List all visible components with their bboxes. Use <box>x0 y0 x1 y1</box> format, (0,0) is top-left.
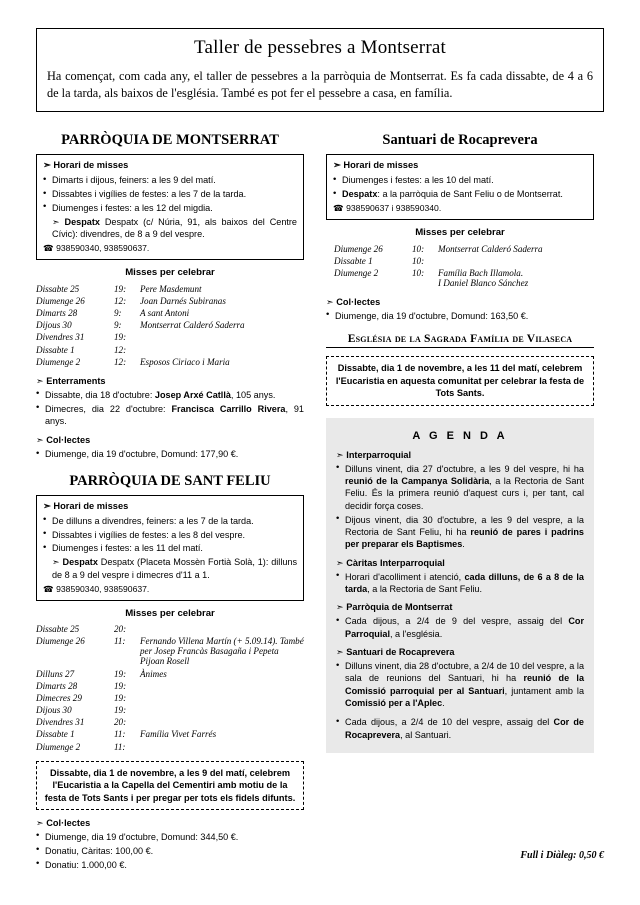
table-row <box>36 307 304 319</box>
list-item: • Diumenge, dia 19 d'octubre, Domund: 344,50 €. <box>36 831 304 843</box>
mass-hour: 19: <box>114 283 127 294</box>
montserrat-burials-list <box>36 389 304 428</box>
montserrat-masses-title: Misses per celebrar <box>125 267 215 279</box>
mass-hour: 20: <box>114 717 127 728</box>
mass-desc: Montserrat Calderó Saderra <box>438 243 543 254</box>
table-row <box>334 267 602 289</box>
list-item: • Dimecres, dia 22 d'octubre: Francisca Carrillo Rivera, 91 anys. <box>36 403 304 428</box>
table-row <box>36 667 304 679</box>
list-item: • Diumenges i festes: a les 12 del migdia. <box>43 202 297 214</box>
rocaprevera-phone: ☎ 938590637 i 938590340. <box>333 203 442 214</box>
arrow-icon: ➣ <box>52 216 60 227</box>
montserrat-title: PARRÒQUIA DE MONTSERRAT <box>61 132 279 149</box>
list-item: • Dilluns vinent, dia 27 d'octubre, a les 9 del vespre, hi ha reunió de la Campanya Solidària, a la Rectoria de Sant Feliu. És la primera reunió d'aquest curs i, per tant, cal decidir força coses. <box>336 463 584 512</box>
table-row <box>334 242 602 254</box>
arrow-icon: ➣ <box>43 160 51 171</box>
mass-desc: Fernando Villena Martín (+ 5.09.14). També per Josep Francàs Basagaña i Pepeta Pijoan Rosell <box>140 636 304 667</box>
mass-day: Dissabte 1 <box>334 255 373 266</box>
mass-day: Diumenge 26 <box>36 295 85 306</box>
list-item: • Cada dijous, a 2/4 de 10 del vespre, assaig del Cor de Rocaprevera, al Santuari. <box>336 716 584 741</box>
table-row <box>36 623 304 635</box>
montserrat-schedule-lead: ➣ Horari de misses <box>43 160 129 171</box>
montserrat-phone: ☎ 938590340, 938590637. <box>43 243 150 254</box>
list-item: • Dimarts i dijous, feiners: a les 9 del matí. <box>43 174 297 186</box>
rocaprevera-masses-title: Misses per celebrar <box>415 227 505 239</box>
arrow-icon: ➣ <box>333 160 341 171</box>
santfeliu-collects-list <box>36 831 304 871</box>
table-row <box>36 356 304 368</box>
rocaprevera-schedule-list <box>333 174 587 200</box>
left-column <box>36 130 304 872</box>
mass-day: Dijous 30 <box>36 705 72 716</box>
mass-day: Dimecres 29 <box>36 692 82 703</box>
mass-day: Diumenge 26 <box>334 243 383 254</box>
mass-hour: 12: <box>114 344 127 355</box>
montserrat-schedule-box <box>36 154 304 260</box>
mass-day: Dissabte 1 <box>36 344 75 355</box>
mass-day: Dimarts 28 <box>36 680 78 691</box>
agenda-group-heading: ➣ Santuari de Rocaprevera <box>336 647 455 658</box>
mass-desc: Joan Darnés Subiranas <box>140 295 226 306</box>
table-row <box>36 635 304 667</box>
mass-desc <box>438 255 602 267</box>
mass-desc: Família Bach Illamola. I Daniel Blanco Sánchez <box>438 267 529 288</box>
list-item-despatx: • Despatx: a la parròquia de Sant Feliu o de Montserrat. <box>333 188 587 200</box>
santfeliu-collects-heading: ➣ Col·lectes <box>36 817 91 828</box>
mass-desc <box>140 623 304 635</box>
arrow-icon: ➣ <box>336 449 344 460</box>
telephone-icon: ☎ <box>333 203 344 214</box>
montserrat-masses-table <box>36 282 304 367</box>
vilaseca-title: Església de la Sagrada Família de Vilaseca <box>326 332 594 348</box>
list-item: • Horari d'acolliment i atenció, cada dilluns, de 6 a 8 de la tarda, a la Rectoria de Sant Feliu. <box>336 571 584 596</box>
mass-day: Diumenge 26 <box>36 636 85 647</box>
mass-hour: 12: <box>114 295 127 306</box>
table-row <box>36 692 304 704</box>
mass-day: Divendres 31 <box>36 332 85 343</box>
mass-desc <box>140 716 304 728</box>
mass-desc <box>140 680 304 692</box>
arrow-icon: ➣ <box>36 817 44 828</box>
header-paragraph: Ha començat, com cada any, el taller de pessebres a la parròquia de Montserrat. Es fa cada dissabte, de 4 a 6 de la tarda, als baixos de l'església. També es pot fer el pessebre a casa, en família. <box>47 69 593 100</box>
arrow-icon: ➣ <box>36 375 44 386</box>
mass-day: Dilluns 27 <box>36 668 75 679</box>
arrow-icon: ➣ <box>52 557 60 568</box>
arrow-icon: ➣ <box>336 647 344 658</box>
list-item: • Cada dijous, a 2/4 de 9 del vespre, assaig del Cor Parroquial, a l'església. <box>336 615 584 640</box>
table-row <box>36 716 304 728</box>
agenda-title: A G E N D A <box>412 429 508 442</box>
list-item: • Diumenges i festes: a les 10 del matí. <box>333 174 587 186</box>
mass-hour: 9: <box>114 320 122 331</box>
list-item-despatx: ➣ Despatx Despatx (Placeta Mossèn Fortià Solà, 1): dilluns de 8 a 9 del vespre i dimecres d'11 a 1. <box>52 557 298 580</box>
list-item: • Donatiu: 1.000,00 €. <box>36 859 304 871</box>
mass-hour: 19: <box>114 668 127 679</box>
rocaprevera-title: Santuari de Rocaprevera <box>382 132 538 149</box>
list-item: • Diumenge, dia 19 d'octubre, Domund: 163,50 €. <box>326 310 594 322</box>
rocaprevera-schedule-box <box>326 154 594 220</box>
mass-hour: 19: <box>114 692 127 703</box>
mass-day: Diumenge 2 <box>36 741 81 752</box>
santfeliu-title: PARRÒQUIA DE SANT FELIU <box>69 472 271 489</box>
mass-desc: Montserrat Calderó Saderra <box>140 320 245 331</box>
mass-day: Dissabte 1 <box>36 729 75 740</box>
list-item: • Dissabte, dia 18 d'octubre: Josep Arxé Catllà, 105 anys. <box>36 389 304 401</box>
mass-desc: A sant Antoni <box>140 307 190 318</box>
arrow-icon: ➣ <box>43 500 51 511</box>
list-item: • Diumenge, dia 19 d'octubre, Domund: 177,90 €. <box>36 448 304 460</box>
page-title: Taller de pessebres a Montserrat <box>194 37 446 58</box>
agenda-group-list <box>336 615 584 640</box>
mass-day: Dimarts 28 <box>36 307 78 318</box>
table-row <box>36 680 304 692</box>
mass-desc <box>140 741 304 753</box>
montserrat-schedule-list <box>43 174 297 240</box>
santfeliu-masses-title: Misses per celebrar <box>125 608 215 620</box>
telephone-icon: ☎ <box>43 584 54 595</box>
table-row <box>36 331 304 343</box>
table-row <box>36 741 304 753</box>
montserrat-burials-heading: ➣ Enterraments <box>36 375 106 386</box>
santfeliu-masses-table <box>36 623 304 753</box>
arrow-icon: ➣ <box>36 435 44 446</box>
mass-hour: 12: <box>114 356 127 367</box>
list-item: • Dilluns vinent, dia 28 d'octubre, a 2/4 de 10 del vespre, a la sala de reunions del Santuari, hi ha reunió de la Comissió parroquial per al Santuari, juntament amb la Comissió per a l'Aplec. <box>336 660 584 709</box>
agenda-box <box>326 418 594 753</box>
list-item: • De dilluns a divendres, feiners: a les 7 de la tarda. <box>43 515 297 527</box>
mass-desc <box>140 343 304 355</box>
table-row <box>36 319 304 331</box>
rocaprevera-schedule-lead: ➣ Horari de misses <box>333 160 419 171</box>
table-row <box>36 728 304 740</box>
santfeliu-schedule-box <box>36 495 304 601</box>
mass-desc: Pere Masdemunt <box>140 283 202 294</box>
agenda-group-heading: ➣ Parròquia de Montserrat <box>336 602 453 613</box>
table-row <box>36 704 304 716</box>
santfeliu-notice: Dissabte, dia 1 de novembre, a les 9 del matí, celebrem l'Eucaristia a la Capella del Cementiri amb motiu de la festa de Tots Sants i per pregar per tots els fidels difunts. <box>36 761 304 810</box>
mass-hour: 10: <box>412 267 425 278</box>
mass-desc: Ànimes <box>140 668 167 679</box>
mass-hour: 10: <box>412 243 425 254</box>
mass-desc <box>140 704 304 716</box>
agenda-group-heading: ➣ Interparroquial <box>336 449 412 460</box>
rocaprevera-masses-table <box>334 242 602 289</box>
right-column <box>326 130 594 872</box>
montserrat-collects-heading: ➣ Col·lectes <box>36 435 91 446</box>
mass-hour: 11: <box>114 636 126 647</box>
rocaprevera-collects-list <box>326 310 594 322</box>
mass-day: Diumenge 2 <box>334 267 379 278</box>
arrow-icon: ➣ <box>326 296 334 307</box>
vilaseca-notice: Dissabte, dia 1 de novembre, a les 11 del matí, celebrem l'Eucaristia en aquesta comunitat per celebrar la festa de Tots Sants. <box>326 356 594 405</box>
table-row <box>36 343 304 355</box>
santfeliu-schedule-list <box>43 515 297 581</box>
list-item: • Dijous vinent, dia 30 d'octubre, a les 9 del vespre, a la Rectoria de Sant Feliu, hi ha reunió de pares i padrins per preparar els Baptismes. <box>336 514 584 551</box>
mass-hour: 19: <box>114 705 127 716</box>
mass-day: Dijous 30 <box>36 320 72 331</box>
rocaprevera-collects-heading: ➣ Col·lectes <box>326 296 381 307</box>
mass-day: Divendres 31 <box>36 717 85 728</box>
mass-day: Dissabte 25 <box>36 283 80 294</box>
mass-hour: 10: <box>412 255 425 266</box>
arrow-icon: ➣ <box>336 602 344 613</box>
mass-hour: 11: <box>114 741 126 752</box>
table-row <box>36 295 304 307</box>
mass-desc: Esposos Ciriaco i Maria <box>140 356 230 367</box>
mass-hour: 20: <box>114 624 127 635</box>
mass-hour: 19: <box>114 332 127 343</box>
arrow-icon: ➣ <box>336 557 344 568</box>
list-item: • Dissabtes i vigílies de festes: a les 8 del vespre. <box>43 529 297 541</box>
agenda-group-list <box>336 463 584 551</box>
content-columns <box>36 130 604 872</box>
santfeliu-schedule-lead: ➣ Horari de misses <box>43 500 129 511</box>
list-item: • Donatiu, Càritas: 100,00 €. <box>36 845 304 857</box>
list-item-despatx: ➣ Despatx Despatx (c/ Núria, 91, als baixos del Centre Cívic): divendres, de 8 a 9 del vespre. <box>52 216 297 240</box>
mass-desc <box>140 692 304 704</box>
agenda-group-heading: ➣ Càritas Interparroquial <box>336 557 445 568</box>
table-row <box>36 282 304 294</box>
santfeliu-phone: ☎ 938590340, 938590637. <box>43 584 150 595</box>
mass-desc: Família Vivet Farrés <box>140 729 217 740</box>
header-box <box>36 28 604 112</box>
mass-hour: 9: <box>114 307 122 318</box>
footer-price: Full i Diàleg: 0,50 € <box>520 850 604 861</box>
telephone-icon: ☎ <box>43 243 54 254</box>
mass-hour: 19: <box>114 680 127 691</box>
mass-hour: 11: <box>114 729 126 740</box>
list-item: • Dissabtes i vigílies de festes: a les 7 de la tarda. <box>43 188 297 200</box>
table-row <box>334 255 602 267</box>
mass-desc <box>140 331 304 343</box>
list-item: • Diumenges i festes: a les 11 del matí. <box>43 542 297 554</box>
agenda-group-list <box>336 660 584 741</box>
agenda-group-list <box>336 571 584 596</box>
mass-day: Dissabte 25 <box>36 624 80 635</box>
montserrat-collects-list <box>36 448 304 460</box>
mass-day: Diumenge 2 <box>36 356 81 367</box>
